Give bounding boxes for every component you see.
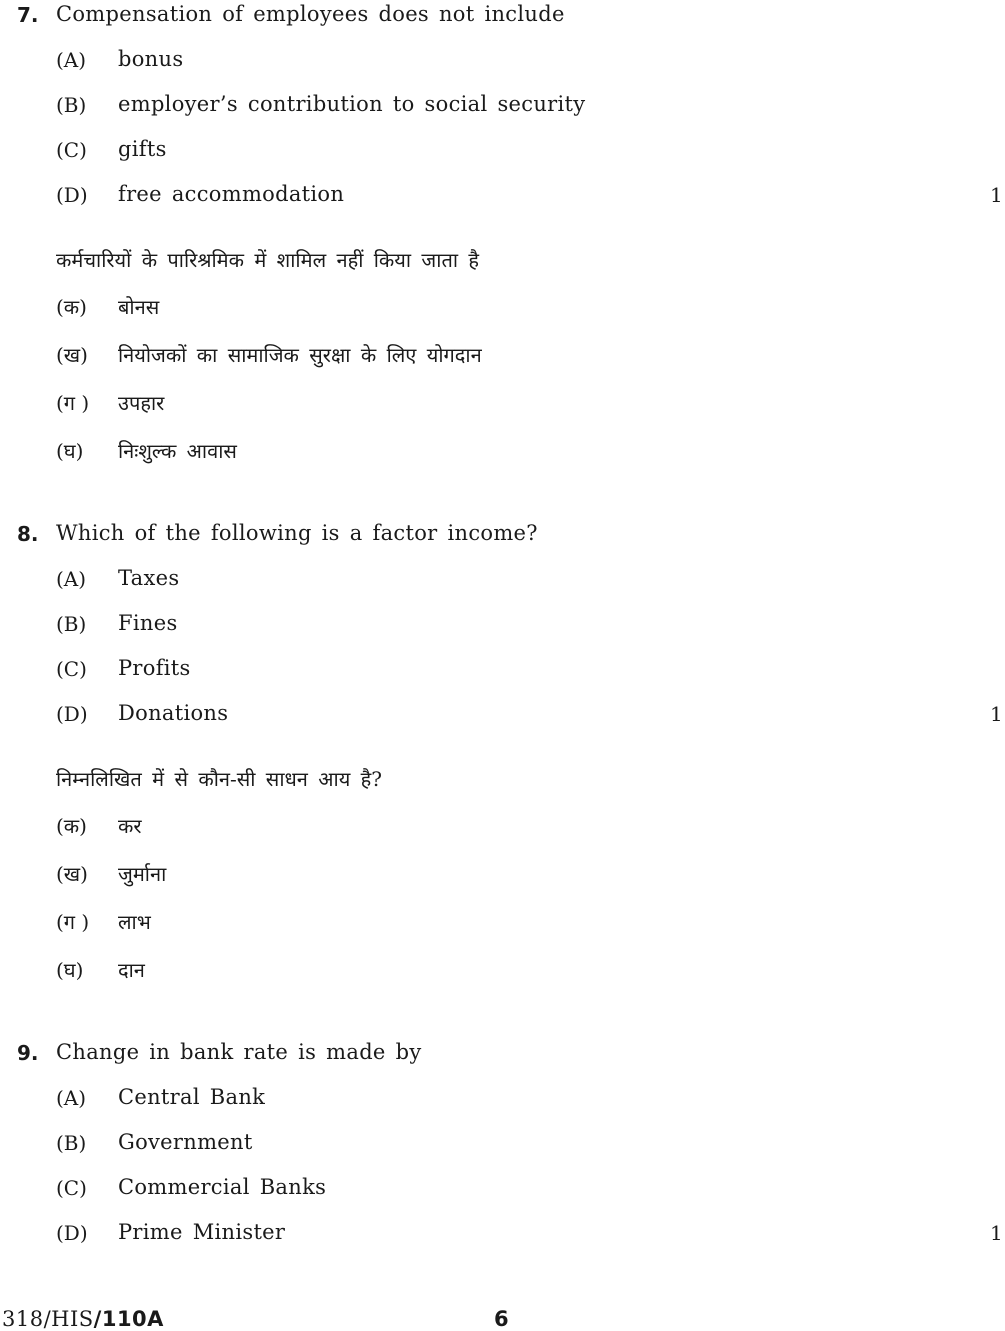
hindi-option-label: (घ) [56, 958, 84, 982]
hindi-option-text: जुर्माना [118, 862, 167, 886]
option-label: (D) [56, 702, 88, 726]
hindi-option-text: निःशुल्क आवास [118, 439, 237, 463]
option-label: (B) [56, 1131, 87, 1155]
page-number: 6 [494, 1307, 509, 1331]
hindi-option-label: (क) [56, 295, 87, 319]
option-text: Prime Minister [118, 1220, 286, 1244]
hindi-option-label: (ग ) [56, 910, 90, 934]
option-text: Donations [118, 701, 229, 725]
option-text: Commercial Banks [118, 1175, 327, 1199]
question-7-stem: Compensation of employees does not include [56, 2, 565, 26]
hindi-option-label: (ख) [56, 862, 88, 886]
option-label: (D) [56, 183, 88, 207]
option-text: Profits [118, 656, 191, 680]
hindi-option-text: नियोजकों का सामाजिक सुरक्षा के लिए योगदान [118, 343, 482, 367]
question-7-number: 7. [17, 3, 39, 27]
option-text: Government [118, 1130, 253, 1154]
option-label: (C) [56, 1176, 87, 1200]
question-8-number: 8. [17, 522, 39, 546]
paper-code-suffix: /110A [93, 1307, 164, 1331]
option-text: Central Bank [118, 1085, 266, 1109]
option-text: bonus [118, 47, 184, 71]
hindi-question-8-stem: निम्नलिखित में से कौन-सी साधन आय है? [56, 767, 383, 791]
hindi-option-text: लाभ [118, 910, 151, 934]
option-label: (D) [56, 1221, 88, 1245]
hindi-option-text: बोनस [118, 295, 160, 319]
hindi-option-label: (घ) [56, 439, 84, 463]
question-9-stem: Change in bank rate is made by [56, 1040, 422, 1064]
hindi-option-label: (ख) [56, 343, 88, 367]
option-text: Taxes [118, 566, 180, 590]
hindi-option-label: (ग ) [56, 391, 90, 415]
option-text: gifts [118, 137, 167, 161]
marks: 1 [990, 1221, 1003, 1245]
option-label: (B) [56, 612, 87, 636]
hindi-option-label: (क) [56, 814, 87, 838]
option-text: Fines [118, 611, 178, 635]
question-8-stem: Which of the following is a factor income? [56, 521, 538, 545]
question-9-number: 9. [17, 1041, 39, 1065]
marks: 1 [990, 183, 1003, 207]
option-label: (C) [56, 657, 87, 681]
hindi-question-7-stem: कर्मचारियों के पारिश्रमिक में शामिल नहीं किया जाता है [56, 248, 479, 272]
option-label: (A) [56, 567, 87, 591]
option-text: employer’s contribution to social security [118, 92, 586, 116]
paper-code-prefix: 318/HIS [2, 1307, 94, 1331]
paper-code [2, 1307, 164, 1331]
hindi-option-text: उपहार [118, 391, 165, 415]
option-text: free accommodation [118, 182, 345, 206]
marks: 1 [990, 702, 1003, 726]
hindi-option-text: कर [118, 814, 142, 838]
option-label: (A) [56, 48, 87, 72]
option-label: (B) [56, 93, 87, 117]
option-label: (C) [56, 138, 87, 162]
option-label: (A) [56, 1086, 87, 1110]
hindi-option-text: दान [118, 958, 145, 982]
